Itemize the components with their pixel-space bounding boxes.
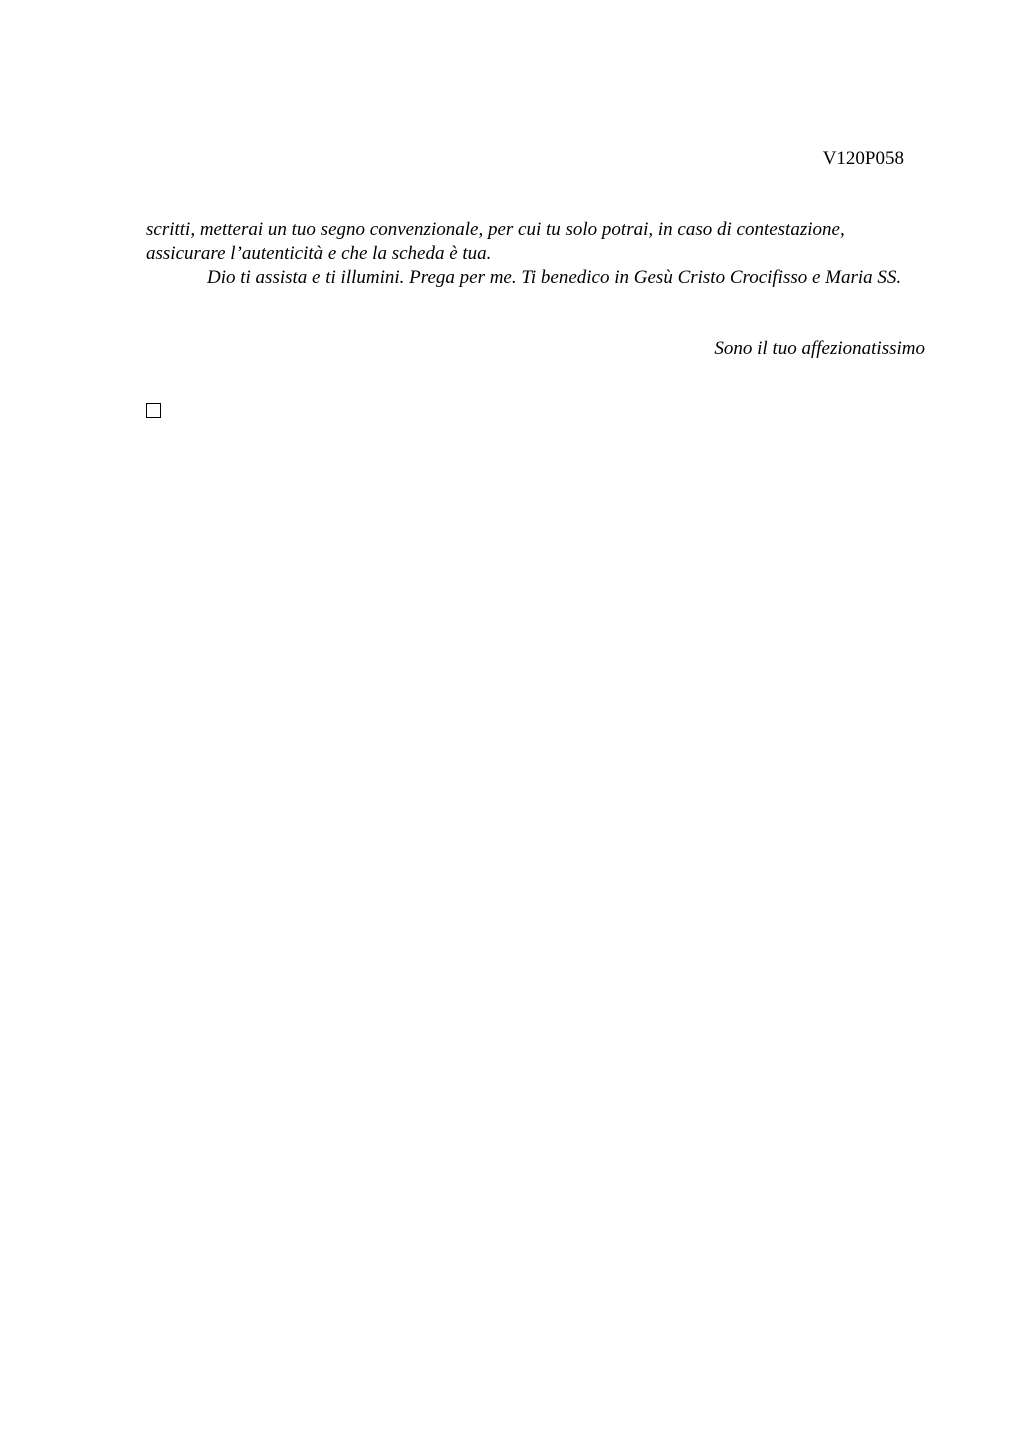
page-code: V120P058: [822, 148, 904, 169]
closing-salutation: Sono il tuo affezionatissimo: [714, 338, 925, 359]
empty-square-icon: [146, 403, 161, 418]
paragraph-blessing: Dio ti assista e ti illumini. Prega per me. Ti benedico in Gesù Cristo Crocifisso e Maria SS.: [207, 267, 902, 288]
paragraph-continuation: scritti, metterai un tuo segno convenzionale, per cui tu solo potrai, in caso di contestazione, assicurare l’autenticità e che la scheda è tua.: [146, 219, 845, 264]
letter-body: [146, 218, 926, 290]
